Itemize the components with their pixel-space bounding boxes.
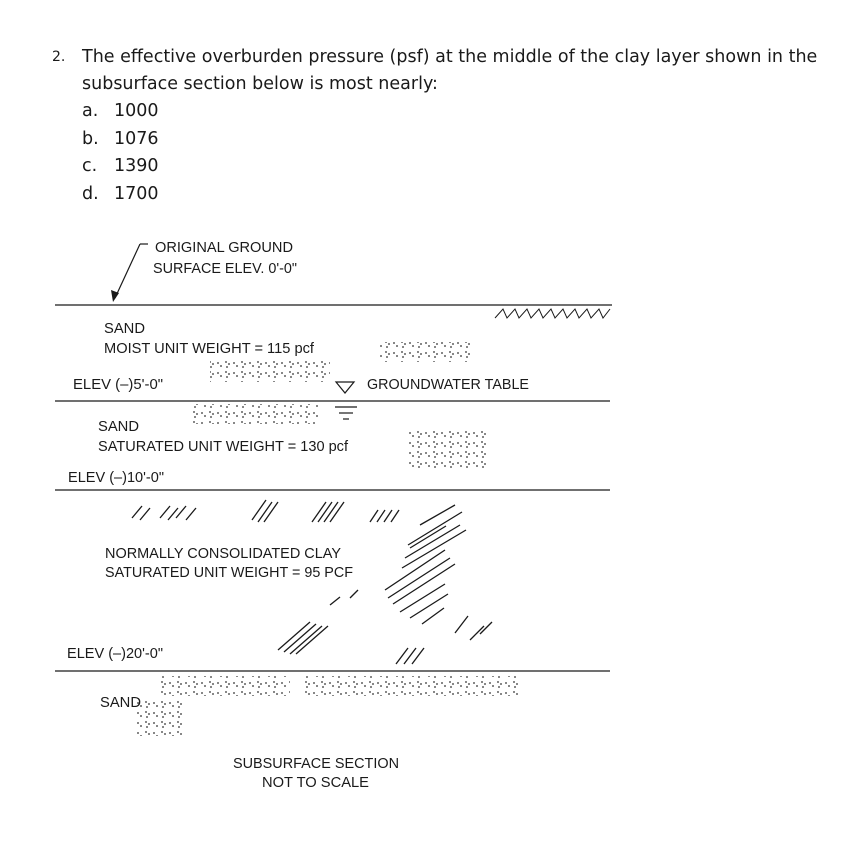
layer2-name: SAND	[98, 419, 139, 435]
clay-hatch-marks	[132, 500, 492, 664]
option-value: 1000	[114, 101, 159, 121]
layer1-name: SAND	[104, 321, 145, 337]
layer3-name: NORMALLY CONSOLIDATED CLAY	[105, 546, 342, 562]
groundwater-label: GROUNDWATER TABLE	[367, 377, 530, 393]
layer1-weight: MOIST UNIT WEIGHT = 115 pcf	[104, 341, 315, 357]
option-value: 1076	[114, 128, 159, 149]
ground-hatch-symbol	[495, 309, 610, 318]
option-letter: c.	[82, 156, 98, 176]
ground-label-line2: SURFACE ELEV. 0'-0"	[153, 261, 297, 277]
sand-dots-layer4	[135, 676, 520, 736]
option-value: 1700	[114, 183, 159, 204]
option-letter: b.	[82, 128, 99, 149]
option-letter: a.	[82, 101, 99, 121]
caption-line2: NOT TO SCALE	[262, 775, 370, 791]
layer2-weight: SATURATED UNIT WEIGHT = 130 pcf	[98, 439, 349, 455]
ground-leader-arrow	[111, 244, 148, 302]
caption-line1: SUBSURFACE SECTION	[233, 756, 399, 772]
option-value: 1390	[114, 156, 159, 176]
question-text: The effective overburden pressure (psf) at the middle of the clay layer shown in the subsurface section below is most nearly:	[82, 47, 818, 94]
layer3-weight: SATURATED UNIT WEIGHT = 95 PCF	[105, 565, 354, 581]
elev-5-label: ELEV (–)5'-0"	[73, 377, 163, 393]
question-number: 2.	[52, 49, 66, 65]
option-letter: d.	[82, 183, 99, 204]
layer4-name: SAND	[100, 695, 141, 711]
elev-20-label: ELEV (–)20'-0"	[67, 646, 163, 662]
elev-10-label: ELEV (–)10'-0"	[68, 470, 164, 486]
ground-label-line1: ORIGINAL GROUND	[155, 240, 293, 256]
